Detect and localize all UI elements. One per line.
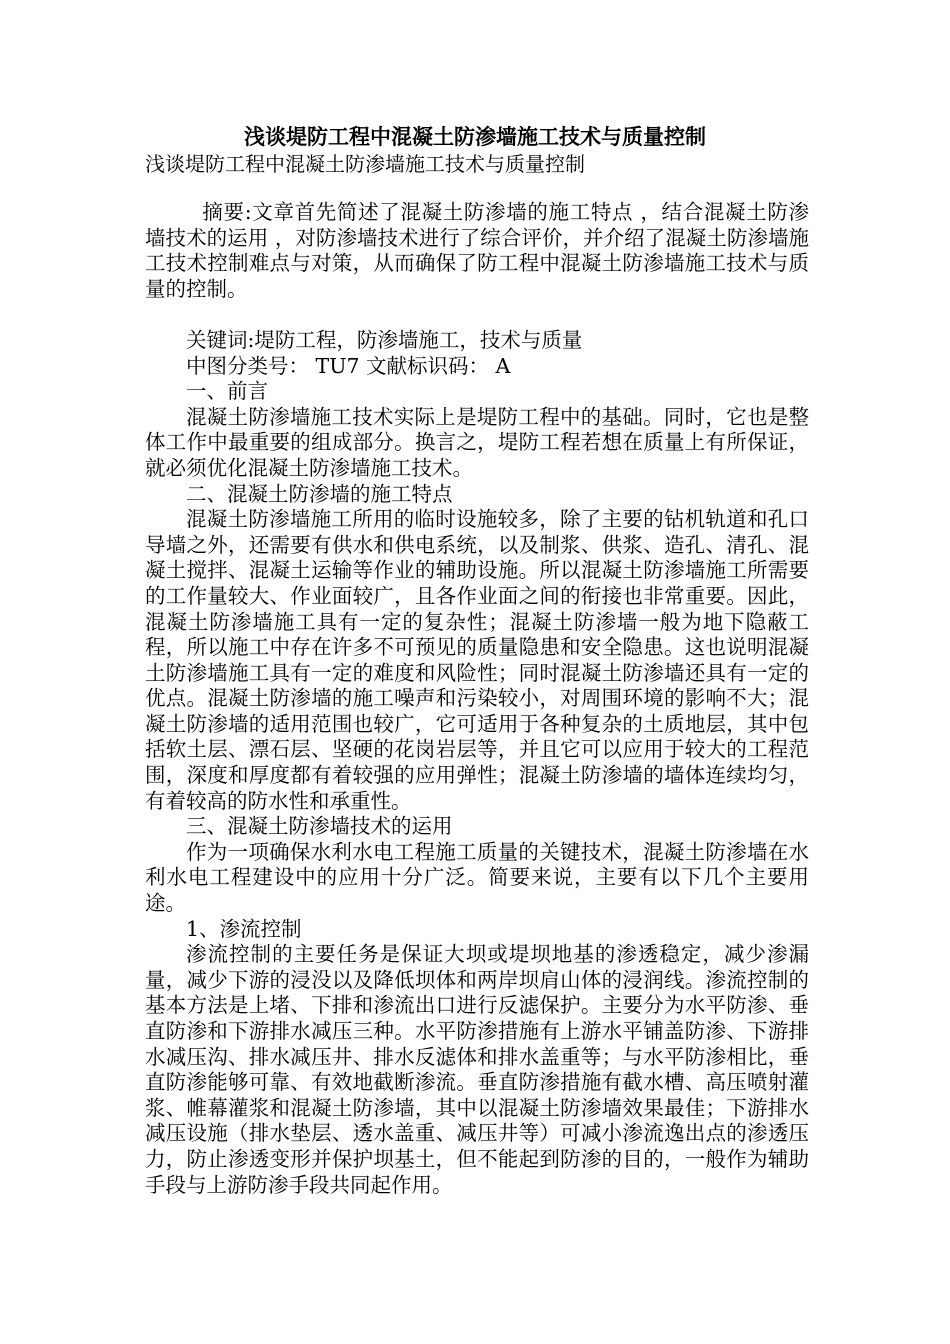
classification-line: 中图分类号： TU7 文献标识码： A [186, 353, 511, 378]
subsection-1-paragraph: 渗流控制的主要任务是保证大坝或堤坝地基的渗透稳定，减少渗漏量，减少下游的浸没以及降低坝体和两岸坝肩山体的浸润线。渗流控制的基本方法是上堵、下排和渗流出口进行反滤保护。主要分为水平防渗、垂直防渗和下游排水减压三种。水平防渗措施有上游水平铺盖防渗、下游排水减压沟、排水减压井、排水反滤体和排水盖重等；与水平防渗相比，垂直防渗能够可靠、有效地截断渗流。垂直防渗措施有截水槽、高压喷射灌浆、帷幕灌浆和混凝土防渗墙，其中以混凝土防渗墙效果最佳；下游排水减压设施（排水垫层、透水盖重、减压井等）可减小渗流逸出点的渗透压力，防止渗透变形并保护坝基土，但不能起到防渗的目的，一般作为辅助手段与上游防渗手段共同起作用。 [145, 942, 809, 1197]
section-heading-2: 二、混凝土防渗墙的施工特点 [186, 481, 453, 506]
section-2-paragraph: 混凝土防渗墙施工所用的临时设施较多，除了主要的钻机轨道和孔口导墙之外，还需要有供水和供电系统，以及制浆、供浆、造孔、清孔、混凝土搅拌、混凝土运输等作业的辅助设施。所以混凝土防渗墙施工所需要的工作量较大、作业面较广，且各作业面之间的衔接也非常重要。因此，混凝土防渗墙施工具有一定的复杂性；混凝土防渗墙一般为地下隐蔽工程，所以施工中存在许多不可预见的质量隐患和安全隐患。这也说明混凝土防渗墙施工具有一定的难度和风险性；同时混凝土防渗墙还具有一定的优点。混凝土防渗墙的施工噪声和污染较小，对周围环境的影响不大；混凝土防渗墙的适用范围也较广，它可适用于各种复杂的土质地层，其中包括软土层、漂石层、坚硬的花岗岩层等，并且它可以应用于较大的工程范围，深度和厚度都有着较强的应用弹性；混凝土防渗墙的墙体连续均匀，有着较高的防水性和承重性。 [145, 507, 809, 813]
section-heading-1: 一、前言 [186, 379, 268, 404]
document-subtitle: 浅谈堤防工程中混凝土防渗墙施工技术与质量控制 [145, 152, 585, 176]
keywords-line: 关键词:堤防工程，防渗墙施工，技术与质量 [186, 327, 583, 352]
document-title: 浅谈堤防工程中混凝土防渗墙施工技术与质量控制 [244, 124, 706, 149]
document-body [145, 200, 809, 1198]
abstract-paragraph: 摘要:文章首先简述了混凝土防渗墙的施工特点 ，结合混凝土防渗墙技术的运用 ，对防渗墙技术进行了综合评价，并介绍了混凝土防渗墙施工技术控制难点与对策，从而确保了防工程中混凝土防渗墙施工技术与质量的控制。 [145, 200, 809, 301]
section-3-paragraph: 作为一项确保水利水电工程施工质量的关键技术，混凝土防渗墙在水利水电工程建设中的应用十分广泛。简要来说，主要有以下几个主要用途。 [145, 839, 809, 916]
section-1-paragraph: 混凝土防渗墙施工技术实际上是堤防工程中的基础。同时，它也是整体工作中最重要的组成部分。换言之，堤防工程若想在质量上有所保证，就必须优化混凝土防渗墙施工技术。 [145, 404, 809, 480]
section-heading-3: 三、混凝土防渗墙技术的运用 [186, 814, 453, 839]
subsection-heading-1: 1、渗流控制 [186, 916, 302, 941]
